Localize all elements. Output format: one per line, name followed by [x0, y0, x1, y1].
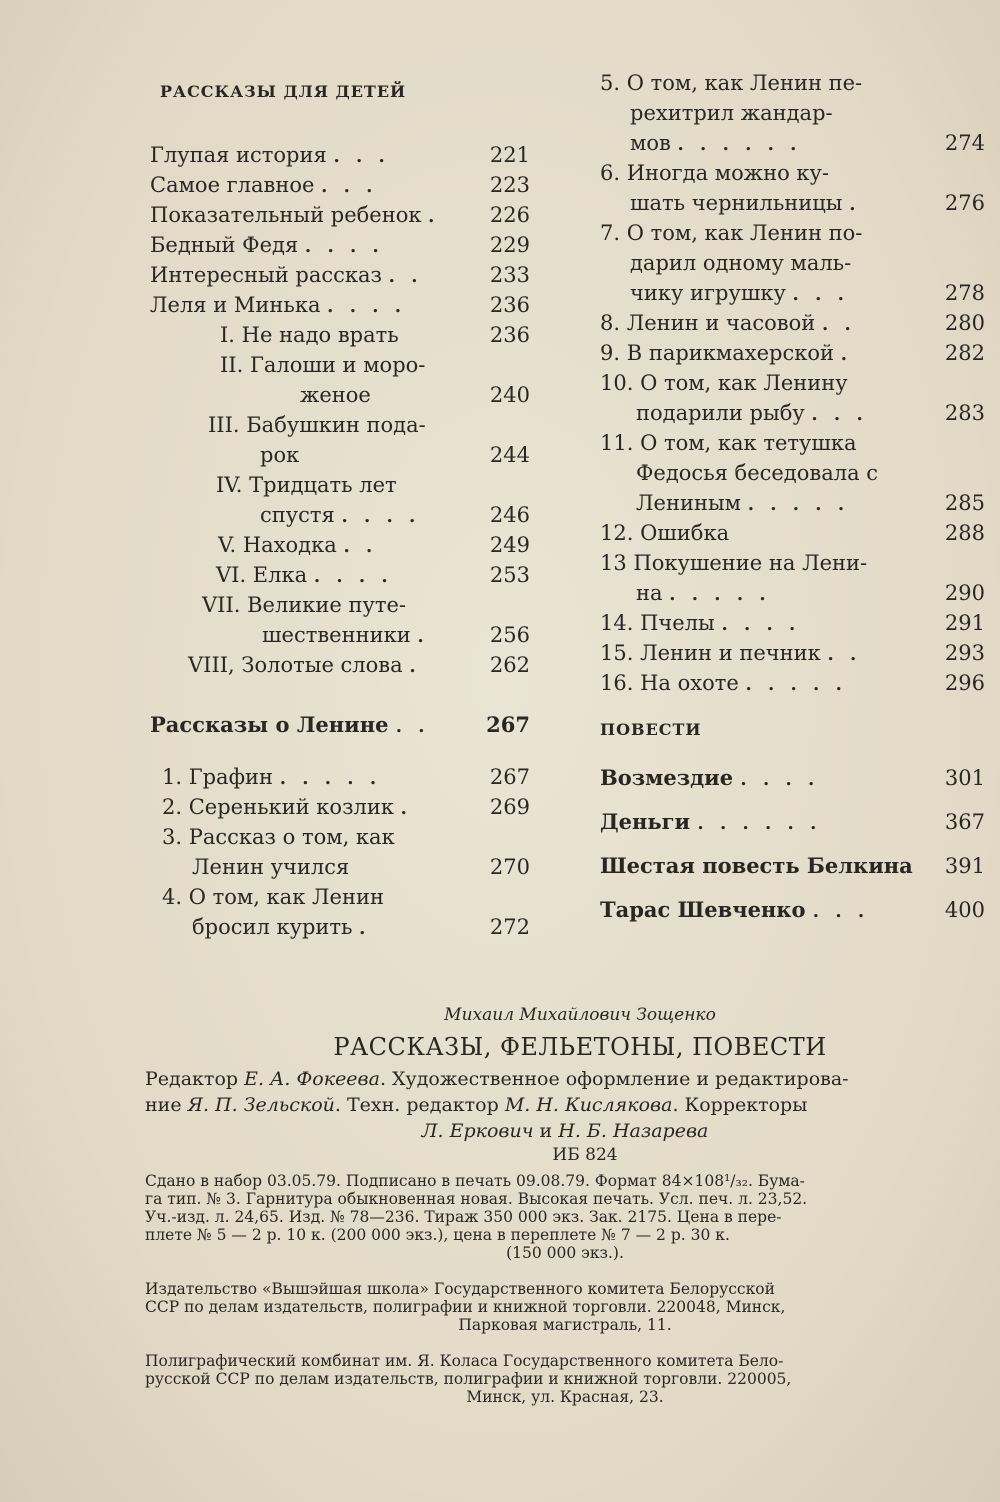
publisher-line: Издательство «Вышэйшая школа» Государственного комитета Белорусской	[145, 1280, 775, 1298]
print-info-line: плете № 5 — 2 р. 10 к. (200 000 экз.), цена в переплете № 7 — 2 р. 30 к.	[145, 1226, 730, 1244]
colophon	[145, 1002, 985, 1406]
toc-entry: Показательный ребенок . 226	[150, 203, 530, 227]
toc-entry: Возмездие . . . . 301	[600, 765, 985, 790]
printer-line: русской ССР по делам издательств, полиграфии и книжной торговли. 220005,	[145, 1370, 792, 1388]
toc-entry-cont: Лениным . . . . . 285	[636, 491, 985, 515]
toc-entry-cont: мов . . . . . . 274	[630, 131, 985, 155]
print-info-line: га тип. № 3. Гарнитура обыкновенная новая. Высокая печать. Усл. печ. л. 23,52.	[145, 1190, 808, 1208]
toc-entry: 4. О том, как Ленин	[162, 885, 384, 909]
publisher-line: ССР по делам издательств, полиграфии и книжной торговли. 220048, Минск,	[145, 1298, 786, 1316]
toc-entry: 1. Графин . . . . . 267	[162, 765, 530, 789]
toc-entry-cont: Ленин учился 270	[192, 855, 530, 879]
toc-entry: 11. О том, как тетушка	[600, 431, 857, 455]
toc-entry-cont: Федосья беседовала с	[636, 461, 879, 485]
toc-entry-cont: шать чернильницы . 276	[630, 191, 985, 215]
toc-entry: Глупая история . . . 221	[150, 143, 530, 167]
toc-entry-cont: бросил курить . 272	[192, 915, 530, 939]
toc-entry: 2. Серенький козлик . 269	[162, 795, 530, 819]
toc-entry: Самое главное . . . 223	[150, 173, 530, 197]
toc-entry: Интересный рассказ . . 233	[150, 263, 530, 287]
publisher-line: Парковая магистраль, 11.	[458, 1316, 672, 1334]
toc-entry-cont: рехитрил жандар-	[630, 101, 833, 125]
toc-entry-cont: на . . . . . 290	[636, 581, 985, 605]
toc-left-column	[150, 70, 530, 942]
toc-entry: 5. О том, как Ленин пе-	[600, 71, 863, 95]
toc-entry: 16. На охоте . . . . . 296	[600, 671, 985, 695]
section-title-children-stories: РАССКАЗЫ ДЛЯ ДЕТЕЙ	[160, 82, 407, 101]
publisher-info	[145, 1280, 985, 1334]
section-title-lenin-stories: Рассказы о Ленине . . 267	[150, 712, 530, 737]
toc-entry: Деньги . . . . . . 367	[600, 809, 985, 834]
toc-entry: Шестая повесть Белкина 391	[600, 853, 985, 878]
toc-entry: 6. Иногда можно ку-	[600, 161, 829, 185]
toc-subentry-cont: шественники . 256	[262, 623, 530, 647]
author-name: Михаил Михайлович Зощенко	[444, 1005, 716, 1025]
toc-entry-cont: чику игрушку . . . 278	[630, 281, 985, 305]
toc-entry: Тарас Шевченко . . . 400	[600, 897, 985, 922]
toc-entry: 15. Ленин и печник . . 293	[600, 641, 985, 665]
toc-entry: 12. Ошибка 288	[600, 521, 985, 545]
toc-subentry: VII. Великие путе-	[202, 593, 407, 617]
print-info-line: Уч.-изд. л. 24,65. Изд. № 78—236. Тираж 350 000 экз. Зак. 2175. Цена в пере-	[145, 1208, 782, 1226]
print-info-line: Сдано в набор 03.05.79. Подписано в печать 09.08.79. Формат 84×108¹/₃₂. Бума-	[145, 1172, 805, 1190]
toc-subentry-cont: рок 244	[260, 443, 530, 467]
toc-entry: 10. О том, как Ленину	[600, 371, 848, 395]
credits-line: Л. Еркович и Н. Б. Назарева	[421, 1120, 709, 1142]
toc-entry: 8. Ленин и часовой . . 280	[600, 311, 985, 335]
toc-right-column	[600, 70, 985, 932]
section-title-povesti: ПОВЕСТИ	[600, 720, 702, 739]
printer-line: Полиграфический комбинат им. Я. Коласа Государственного комитета Бело-	[145, 1352, 784, 1370]
toc-entry: Леля и Минька . . . . 236	[150, 293, 530, 317]
toc-entry: 9. В парикмахерской . 282	[600, 341, 985, 365]
print-info-line: (150 000 экз.).	[506, 1244, 624, 1262]
toc-entry: Бедный Федя . . . . 229	[150, 233, 530, 257]
toc-entry: 13 Покушение на Лени-	[600, 551, 868, 575]
toc-subentry: I. Не надо врать 236	[220, 323, 530, 347]
toc-subentry: VI. Елка . . . . 253	[216, 563, 530, 587]
credits-line: Редактор Е. А. Фокеева. Художественное оформление и редактирова-	[145, 1068, 849, 1090]
printer-info	[145, 1352, 985, 1406]
printer-line: Минск, ул. Красная, 23.	[466, 1388, 664, 1406]
credits	[145, 1066, 985, 1144]
ib-number: ИБ 824	[552, 1145, 618, 1165]
book-title: РАССКАЗЫ, ФЕЛЬЕТОНЫ, ПОВЕСТИ	[333, 1033, 827, 1061]
toc-subentry: II. Галоши и моро-	[220, 353, 426, 377]
toc-subentry: III. Бабушкин пода-	[208, 413, 426, 437]
toc-entry: 14. Пчелы . . . . 291	[600, 611, 985, 635]
toc-subentry: VIII, Золотые слова . 262	[188, 653, 530, 677]
toc-entry-cont: дарил одному маль-	[630, 251, 852, 275]
toc-entry-cont: подарили рыбу . . . 283	[636, 401, 985, 425]
toc-subentry: V. Находка . . 249	[218, 533, 530, 557]
toc-entry: 7. О том, как Ленин по-	[600, 221, 863, 245]
toc-subentry-cont: спустя . . . . 246	[260, 503, 530, 527]
credits-line: ние Я. П. Зельской. Техн. редактор М. Н. Кислякова. Корректоры	[145, 1094, 808, 1116]
toc-entry: 3. Рассказ о том, как	[162, 825, 395, 849]
print-info	[145, 1172, 985, 1262]
toc-subentry: IV. Тридцать лет	[216, 473, 397, 497]
toc-subentry-cont: женое 240	[300, 383, 530, 407]
